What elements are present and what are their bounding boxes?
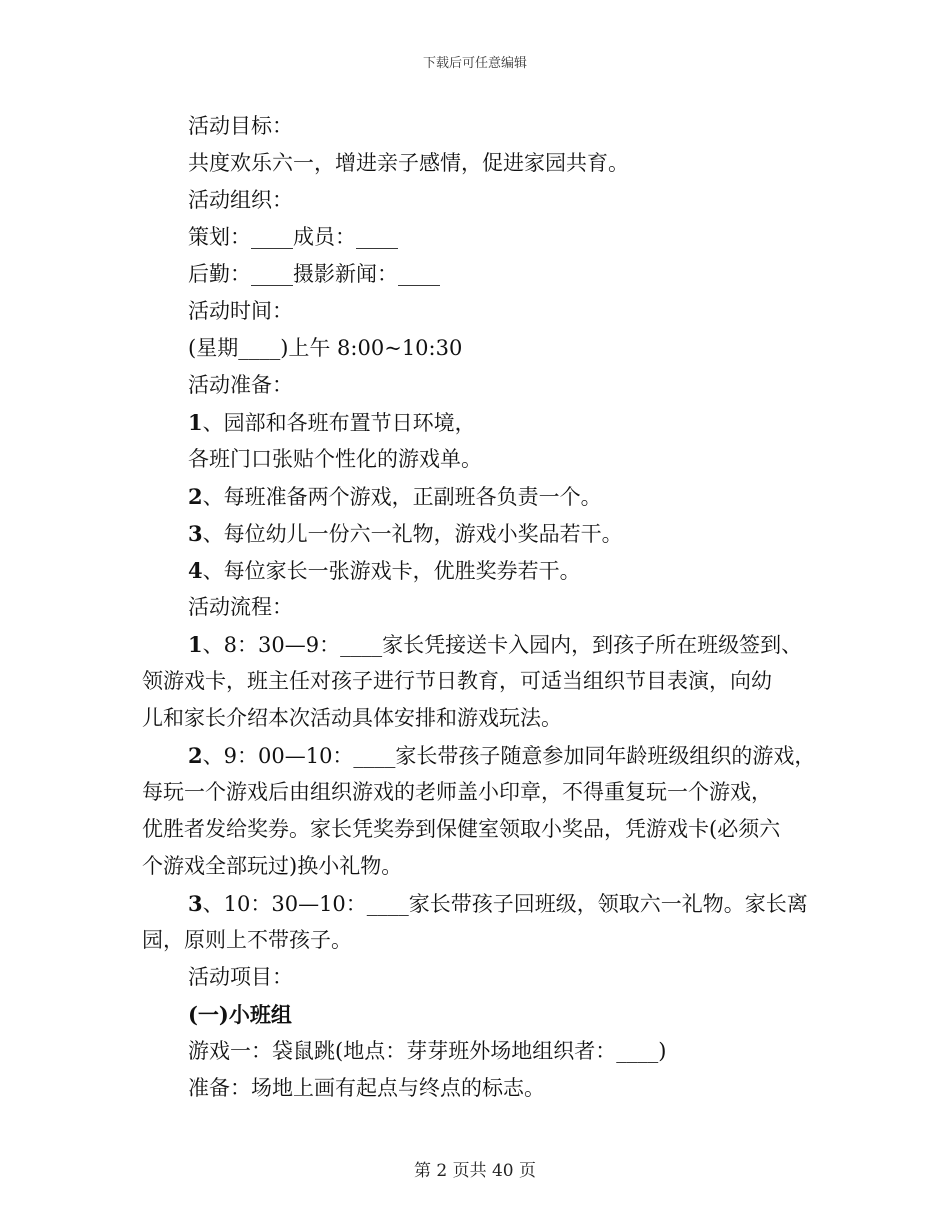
line-text: 儿和家长介绍本次活动具体安排和游戏玩法。 — [142, 706, 562, 730]
line-text: 、每班准备两个游戏，正副班各负责一个。 — [202, 485, 602, 509]
line-text: 、8：30—9：____家长凭接送卡入园内，到孩子所在班级签到、 — [202, 633, 803, 657]
line-text: 各班门口张贴个性化的游戏单。 — [188, 447, 482, 471]
line-text: 领游戏卡，班主任对孩子进行节日教育，可适当组织节目表演，向幼 — [142, 669, 772, 693]
line-text: 准备：场地上画有起点与终点的标志。 — [188, 1076, 545, 1100]
line-text: 、每位家长一张游戏卡，优胜奖券若干。 — [202, 559, 581, 583]
line-text: 、10：30—10：____家长带孩子回班级，领取六一礼物。家长离 — [202, 892, 808, 916]
text-line — [142, 885, 812, 922]
text-line — [142, 404, 812, 441]
list-number: 2 — [188, 484, 203, 509]
text-line — [142, 108, 812, 145]
line-text: 园，原则上不带孩子。 — [142, 928, 352, 952]
text-line — [142, 922, 812, 959]
text-line — [142, 626, 812, 663]
line-text: 活动流程： — [188, 595, 293, 619]
text-line — [142, 774, 812, 811]
text-line — [142, 700, 812, 737]
line-text: 活动目标： — [188, 114, 293, 138]
text-line — [142, 1070, 812, 1107]
list-number: 3 — [188, 891, 203, 916]
line-text: 活动时间： — [188, 299, 293, 323]
text-line — [142, 959, 812, 996]
line-text: 、9：00—10：____家长带孩子随意参加同年龄班级组织的游戏， — [202, 744, 816, 768]
list-number: 2 — [188, 743, 203, 768]
text-line — [142, 293, 812, 330]
line-text: 活动项目： — [188, 965, 293, 989]
text-line — [142, 811, 812, 848]
line-text: (星期____)上午 8:00~10:30 — [188, 336, 463, 360]
text-line — [142, 1033, 812, 1070]
list-number: 3 — [188, 521, 203, 546]
text-line — [142, 737, 816, 774]
text-line — [142, 663, 812, 700]
text-line — [142, 330, 812, 367]
text-line — [142, 182, 812, 219]
line-text: 游戏一：袋鼠跳(地点：芽芽班外场地组织者：____) — [188, 1039, 667, 1063]
text-line — [142, 145, 812, 182]
text-line — [142, 441, 812, 478]
text-line — [142, 552, 812, 589]
line-text: 活动准备： — [188, 373, 293, 397]
list-number: 1 — [188, 632, 203, 657]
text-line — [142, 256, 812, 293]
text-line — [142, 996, 812, 1033]
line-text: (一)小班组 — [188, 1002, 292, 1027]
line-text: 活动组织： — [188, 188, 293, 212]
text-line — [142, 515, 812, 552]
list-number: 1 — [188, 410, 203, 435]
text-line — [142, 589, 812, 626]
page-footer: 第 2 页共 40 页 — [413, 1161, 537, 1181]
line-text: 个游戏全部玩过)换小礼物。 — [142, 854, 403, 878]
line-text: 优胜者发给奖券。家长凭奖券到保健室领取小奖品，凭游戏卡(必须六 — [142, 817, 781, 841]
text-line — [142, 478, 812, 515]
text-line — [142, 367, 812, 404]
line-text: 每玩一个游戏后由组织游戏的老师盖小印章，不得重复玩一个游戏， — [142, 780, 772, 804]
list-number: 4 — [188, 558, 203, 583]
line-text: 后勤：____摄影新闻：____ — [188, 262, 440, 286]
line-text: 共度欢乐六一，增进亲子感情，促进家园共育。 — [188, 151, 629, 175]
line-text: 、每位幼儿一份六一礼物，游戏小奖品若干。 — [202, 522, 623, 546]
text-line — [142, 219, 812, 256]
line-text: 策划：____成员：____ — [188, 225, 398, 249]
line-text: 、园部和各班布置节日环境， — [202, 411, 476, 435]
page-header: 下载后可任意编辑 — [422, 56, 527, 71]
text-line — [142, 848, 812, 885]
document-body — [142, 108, 816, 1107]
